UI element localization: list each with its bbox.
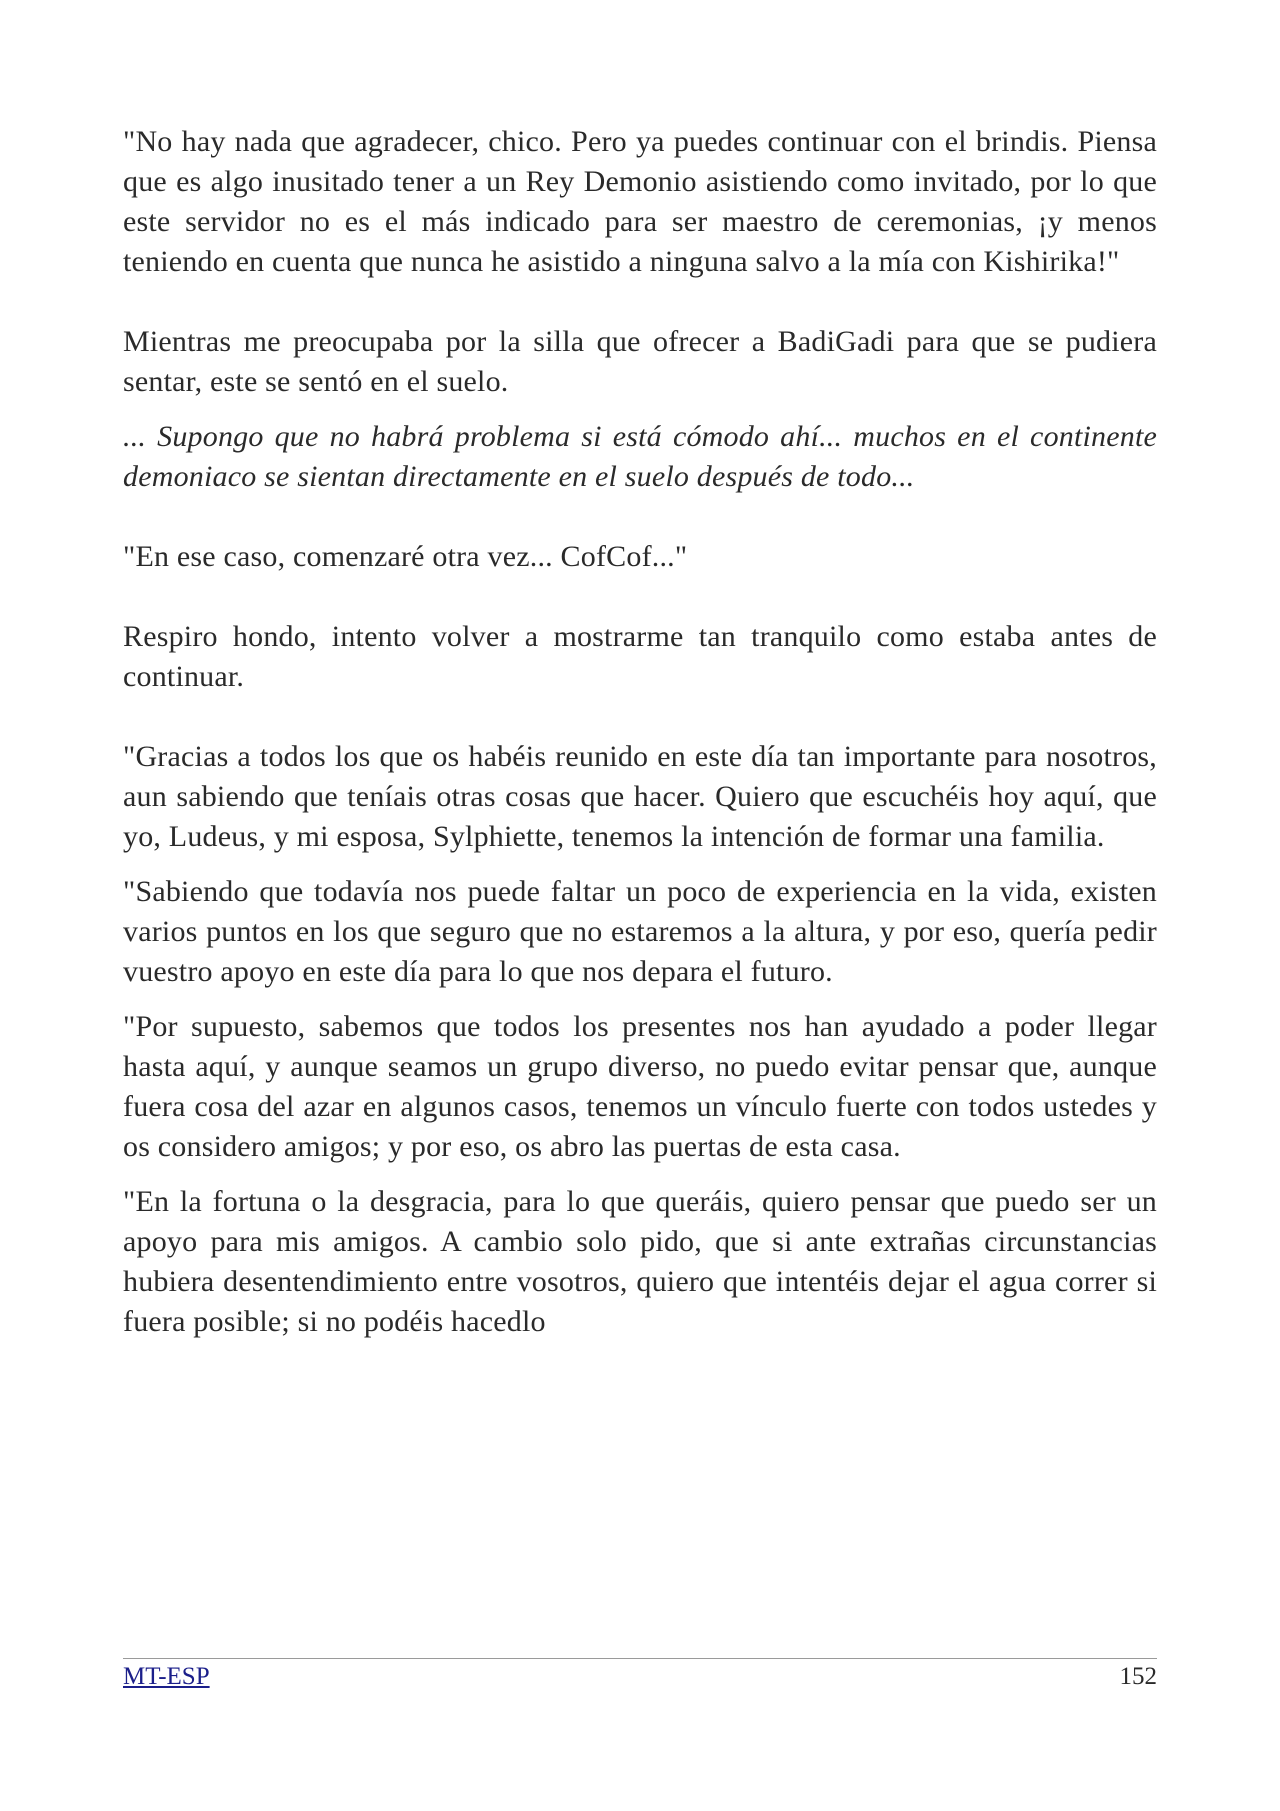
paragraph-6: "Gracias a todos los que os habéis reunido en este día tan importante para nosotros, aun sabiendo que teníais otras cosas que hacer. Quiero que escuchéis hoy aquí, que yo, Ludeus, y mi esposa, Sylphiette, tenemos la intención de formar una familia. — [123, 740, 1157, 853]
footer-source-link[interactable]: MT-ESP — [123, 1663, 210, 1690]
page-number: 152 — [1119, 1663, 1157, 1690]
paragraph-3-italic-thought: ... Supongo que no habrá problema si está cómodo ahí... muchos en el continente demoniaco se sientan directamente en el suelo después de todo... — [123, 420, 1157, 493]
paragraph-1: "No hay nada que agradecer, chico. Pero ya puedes continuar con el brindis. Piensa que es algo inusitado tener a un Rey Demonio asistiendo como invitado, por lo que este servidor no es el más indicado para ser maestro de ceremonias, ¡y menos teniendo en cuenta que nunca he asistido a ninguna salvo a la mía con Kishirika!" — [123, 125, 1157, 278]
paragraph-9: "En la fortuna o la desgracia, para lo que queráis, quiero pensar que puedo ser un apoyo para mis amigos. A cambio solo pido, que si ante extrañas circunstancias hubiera desentendimiento entre vosotros, quiero que intentéis dejar el agua correr si fuera posible; si no podéis hacedlo — [123, 1185, 1157, 1338]
paragraph-7: "Sabiendo que todavía nos puede faltar un poco de experiencia en la vida, existen varios puntos en los que seguro que no estaremos a la altura, y por eso, quería pedir vuestro apoyo en este día para lo que nos depara el futuro. — [123, 875, 1157, 988]
paragraph-5: Respiro hondo, intento volver a mostrarme tan tranquilo como estaba antes de continuar. — [123, 620, 1157, 693]
paragraph-8: "Por supuesto, sabemos que todos los presentes nos han ayudado a poder llegar hasta aquí, y aunque seamos un grupo diverso, no puedo evitar pensar que, aunque fuera cosa del azar en algunos casos, tenemos un vínculo fuerte con todos ustedes y os considero amigos; y por eso, os abro las puertas de esta casa. — [123, 1010, 1157, 1163]
page-footer — [123, 1658, 1157, 1691]
paragraph-4: "En ese caso, comenzaré otra vez... CofCof..." — [123, 540, 688, 573]
page-body — [123, 122, 1157, 1342]
paragraph-2: Mientras me preocupaba por la silla que ofrecer a BadiGadi para que se pudiera sentar, este se sentó en el suelo. — [123, 325, 1157, 398]
